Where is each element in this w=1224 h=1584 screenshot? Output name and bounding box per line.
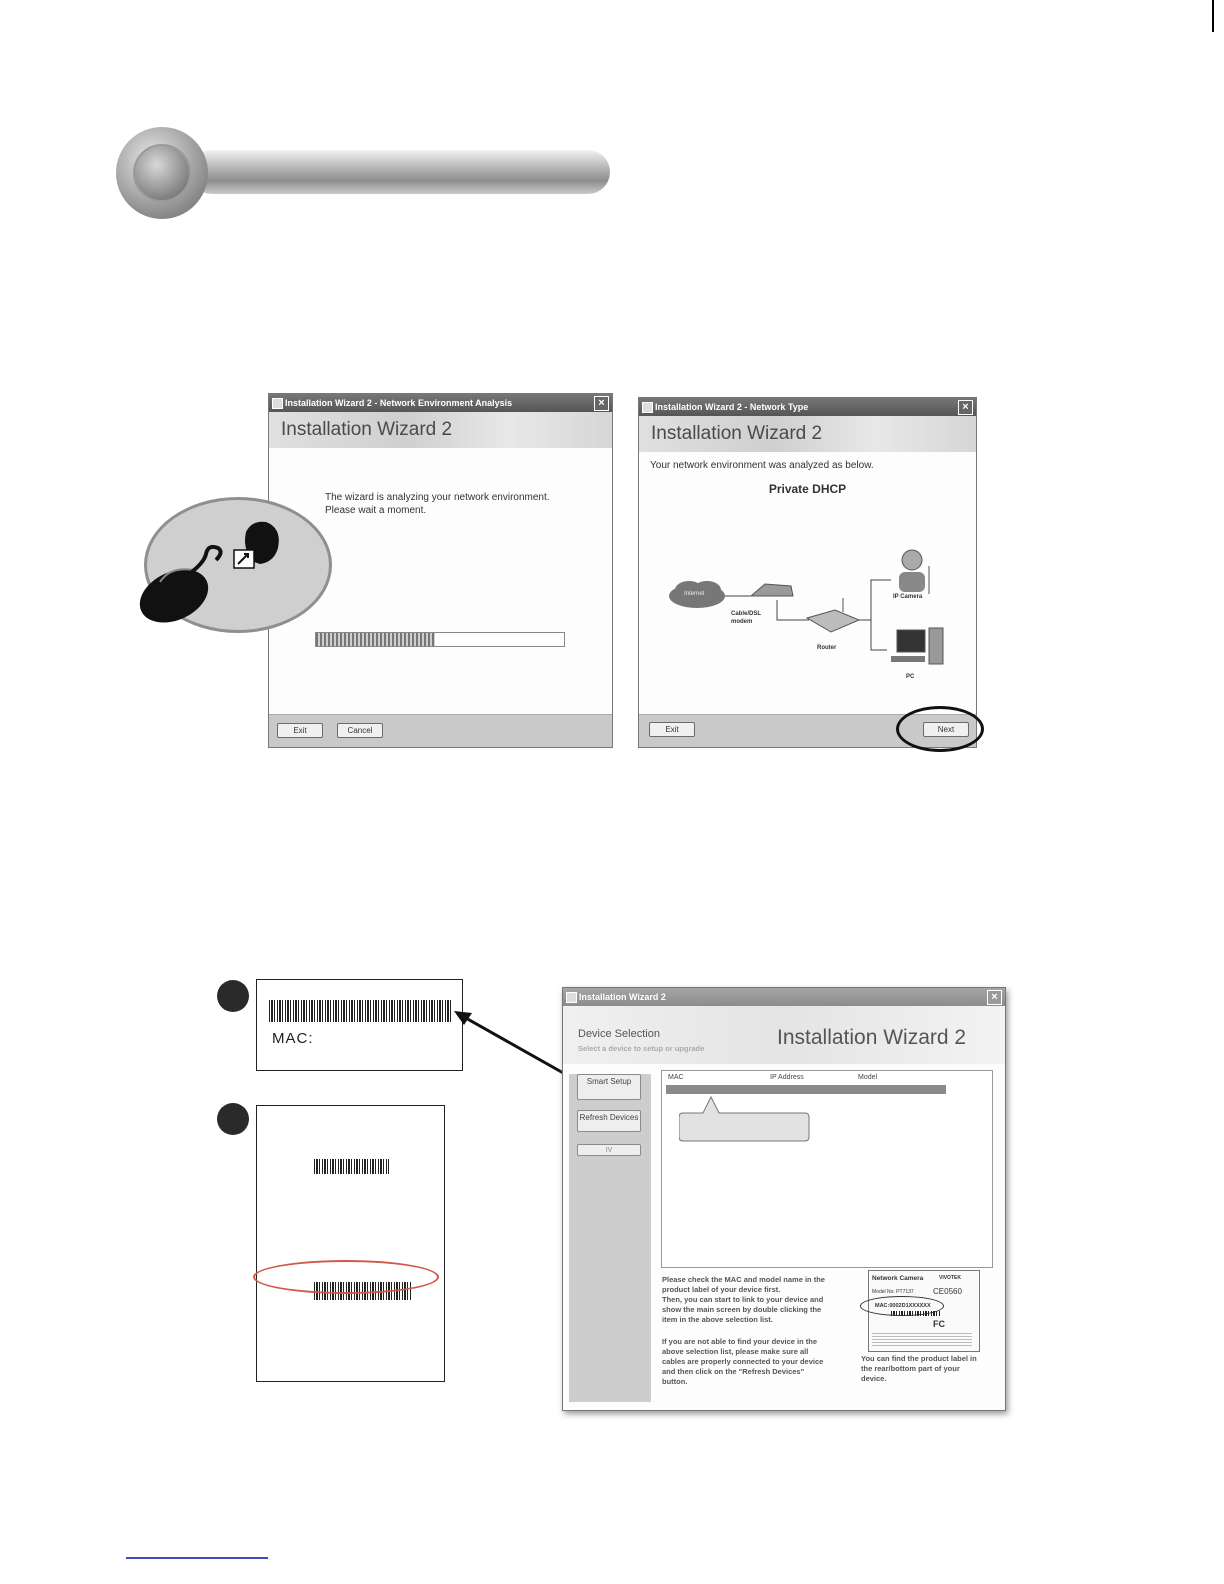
sidebar xyxy=(569,1074,651,1402)
wizard-footer xyxy=(269,714,612,747)
refresh-devices-button[interactable]: Refresh Devices xyxy=(577,1110,641,1132)
analysis-message-line2: Please wait a moment. xyxy=(325,505,427,516)
instruction-line: cables are properly connected to your device xyxy=(662,1357,824,1366)
ce-mark: CE0560 xyxy=(933,1287,962,1296)
instruction-line: and then click on the "Refresh Devices" xyxy=(662,1367,805,1376)
modem-label-line2: modem xyxy=(731,619,753,625)
footer-rule xyxy=(126,1557,268,1559)
cancel-button[interactable]: Cancel xyxy=(337,723,383,738)
analysis-window-titlebar xyxy=(269,394,612,412)
product-name: Network Camera xyxy=(872,1275,924,1282)
instruction-line: item in the above selection list. xyxy=(662,1315,773,1324)
pc-label: PC xyxy=(906,674,915,680)
callout-bubble xyxy=(679,1094,813,1146)
network-type-titlebar xyxy=(639,398,976,416)
fcc-mark: FC xyxy=(933,1319,945,1329)
instruction-line: Please check the MAC and model name in the xyxy=(662,1275,825,1284)
ip-camera-label: IP Camera xyxy=(893,594,923,600)
wizard-heading: Installation Wizard 2 xyxy=(777,1026,967,1049)
exit-button[interactable]: Exit xyxy=(649,722,695,737)
device-selection-window xyxy=(562,987,1006,1411)
fine-print xyxy=(872,1331,972,1347)
network-type-window xyxy=(638,397,977,748)
analysis-message-line1: The wizard is analyzing your network environment. xyxy=(325,492,550,503)
progress-bar xyxy=(315,632,565,647)
step-marker-1 xyxy=(217,980,249,1012)
instruction-line: above selection list, please make sure all xyxy=(662,1347,809,1356)
column-header-model[interactable]: Model xyxy=(858,1074,878,1081)
upgrade-button[interactable]: IV xyxy=(577,1144,641,1156)
instruction-line: button. xyxy=(662,1377,688,1386)
column-header-mac[interactable]: MAC xyxy=(668,1074,684,1081)
pc-icon xyxy=(891,628,943,664)
exit-button[interactable]: Exit xyxy=(277,723,323,738)
mac-label-card xyxy=(256,979,463,1071)
analysis-result-text: Your network environment was analyzed as below. xyxy=(650,460,874,471)
wizard-header xyxy=(639,416,976,452)
close-icon[interactable]: × xyxy=(987,990,1002,1005)
note-line: device. xyxy=(861,1374,887,1383)
close-icon[interactable]: × xyxy=(594,396,609,411)
product-mac: MAC:0002D1XXXXXX xyxy=(875,1303,931,1309)
product-label-note xyxy=(861,1354,977,1384)
router-label: Router xyxy=(817,645,837,651)
device-selection-titlebar xyxy=(563,988,1005,1006)
wizard-header xyxy=(269,412,612,448)
window-title: Installation Wizard 2 xyxy=(579,992,666,1002)
next-button-highlight-circle xyxy=(896,706,984,752)
analysis-message xyxy=(325,491,550,517)
window-system-icon xyxy=(272,398,283,409)
instruction-line: show the main screen by double clicking the xyxy=(662,1305,822,1314)
instruction-line: product label of your device first. xyxy=(662,1285,781,1294)
note-line: You can find the product label in xyxy=(861,1354,977,1363)
instruction-line: Then, you can start to link to your device and xyxy=(662,1295,824,1304)
step-marker-2 xyxy=(217,1103,249,1135)
next-button[interactable]: Next xyxy=(923,722,969,737)
window-system-icon xyxy=(642,402,653,413)
section-subtitle: Select a device to setup or upgrade xyxy=(578,1044,705,1053)
ip-camera-icon xyxy=(899,550,929,594)
mac-highlight-oval xyxy=(253,1260,439,1294)
smart-setup-button[interactable]: Smart Setup xyxy=(577,1074,641,1100)
instructions-paragraph-2 xyxy=(662,1337,823,1387)
modem-icon xyxy=(751,584,793,596)
wizard-heading: Installation Wizard 2 xyxy=(651,423,823,444)
window-title: Installation Wizard 2 - Network Type xyxy=(655,402,809,412)
mini-mac-highlight-oval xyxy=(860,1296,944,1316)
section-title: Device Selection xyxy=(578,1028,660,1040)
internet-label: Internet xyxy=(684,591,705,597)
device-list-row-selected[interactable] xyxy=(666,1085,946,1094)
window-system-icon xyxy=(566,992,577,1003)
page-edge-line xyxy=(1212,0,1214,32)
section-header-disc-center xyxy=(133,144,191,202)
progress-fill xyxy=(316,633,435,646)
barcode xyxy=(314,1159,389,1174)
wizard-heading: Installation Wizard 2 xyxy=(281,419,453,440)
network-diagram xyxy=(659,538,959,688)
barcode xyxy=(269,1000,451,1022)
modem-label xyxy=(731,610,761,626)
close-icon[interactable]: × xyxy=(958,400,973,415)
mouse-icon xyxy=(134,508,294,626)
product-label-card xyxy=(256,1105,445,1382)
mac-label: MAC: xyxy=(272,1030,314,1047)
window-title: Installation Wizard 2 - Network Environment Analysis xyxy=(285,398,513,408)
router-icon xyxy=(807,598,859,632)
modem-label-line1: Cable/DSL xyxy=(731,611,762,617)
brand-logo: VIVOTEK xyxy=(939,1275,961,1281)
wizard-header xyxy=(563,1006,1005,1064)
section-header-bar xyxy=(190,150,610,194)
column-header-ip-address[interactable]: IP Address xyxy=(770,1074,804,1081)
network-type-value: Private DHCP xyxy=(768,482,847,496)
instruction-line: If you are not able to find your device in the xyxy=(662,1337,818,1346)
product-model: Model No: PT7137 xyxy=(872,1289,914,1295)
note-line: the rear/bottom part of your xyxy=(861,1364,960,1373)
instructions-paragraph-1 xyxy=(662,1275,825,1325)
